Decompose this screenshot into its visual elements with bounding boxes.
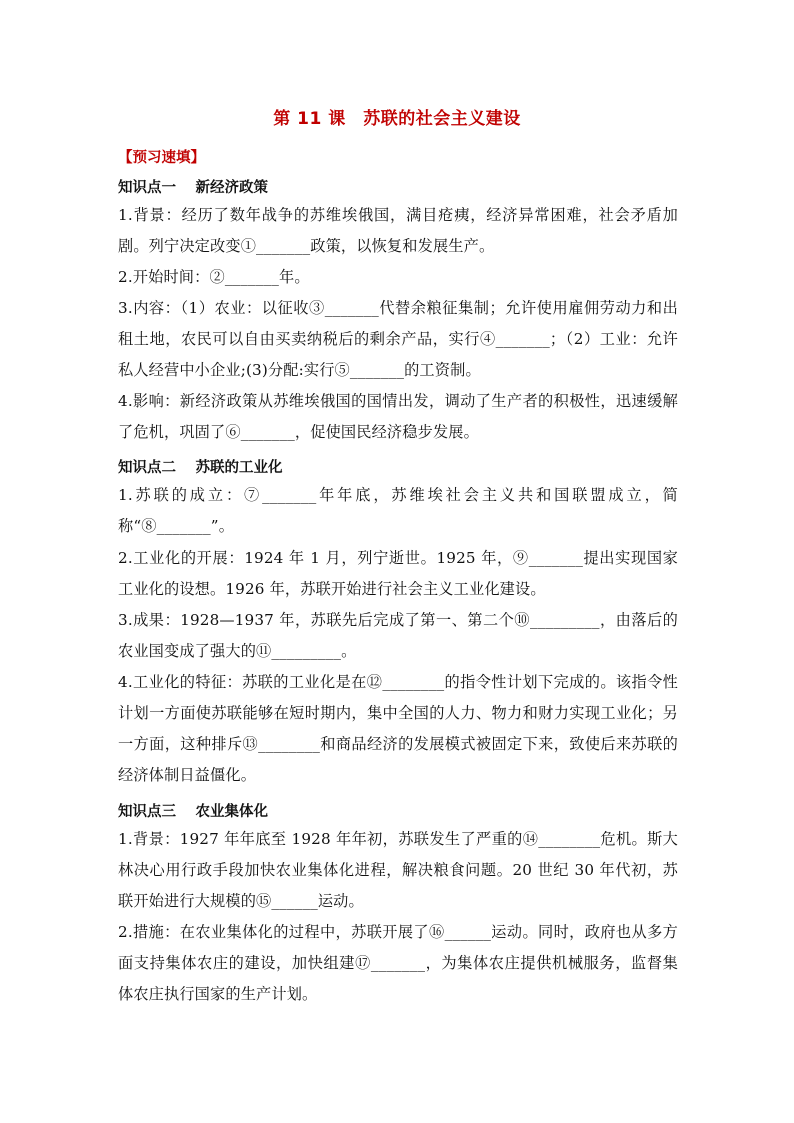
paragraph-1-1: 1.背景：经历了数年战争的苏维埃俄国，满目疮痍，经济异常困难，社会矛盾加剧。列宁决定改变①_______政策，以恢复和发展生产。	[118, 206, 678, 255]
paragraph-3-2: 2.措施：在农业集体化的过程中，苏联开展了⑯______运动。同时，政府也从多方面支持集体农庄的建设，加快组建⑰_______，为集体农庄提供机械服务，监督集体农庄执行国家的生产计划。	[118, 923, 678, 1003]
paragraph-1-4: 4.影响：新经济政策从苏维埃俄国的国情出发，调动了生产者的积极性，迅速缓解了危机，巩固了⑥_______，促使国民经济稳步发展。	[118, 392, 678, 441]
paragraph-2-3: 3.成果：1928—1937 年，苏联先后完成了第一、第二个⑩_________，由落后的农业国变成了强大的⑪_________。	[118, 611, 678, 660]
section-heading-1: 知识点一 新经济政策	[118, 180, 269, 196]
section-heading-2: 知识点二 苏联的工业化	[118, 460, 283, 476]
paragraph-1-3: 3.内容：（1）农业：以征收③_______代替余粮征集制；允许使用雇佣劳动力和出租土地，农民可以自由买卖纳税后的剩余产品，实行④_______；（2）工业：允许私人经营中小企业;(3)分配:实行⑤_______的工资制。	[118, 299, 678, 379]
paragraph-1-2: 2.开始时间：②_______年。	[118, 268, 310, 286]
paragraph-2-2: 2.工业化的开展：1924 年 1 月，列宁逝世。1925 年，⑨_______提出实现国家工业化的设想。1926 年，苏联开始进行社会主义工业化建设。	[118, 549, 678, 598]
paragraph-3-1: 1.背景：1927 年年底至 1928 年年初，苏联发生了严重的⑭________危机。斯大林决心用行政手段加快农业集体化进程，解决粮食问题。20 世纪 30 年代初，苏联开始进行大规模的⑮______运动。	[118, 830, 678, 910]
section-heading-3: 知识点三 农业集体化	[118, 804, 269, 820]
lesson-title: 第 11 课 苏联的社会主义建设	[273, 109, 521, 129]
paragraph-2-4: 4.工业化的特征：苏联的工业化是在⑫________的指令性计划下完成的。该指令性计划一方面使苏联能够在短时期内，集中全国的人力、物力和财力实现工业化；另一方面，这种排斥⑬________和商品经济的发展模式被固定下来，致使后来苏联的经济体制日益僵化。	[118, 673, 678, 784]
preview-tag: 【预习速填】	[118, 150, 205, 166]
paragraph-2-1: 1.苏联的成立：⑦_______年年底，苏维埃社会主义共和国联盟成立，简称“⑧_______”。	[118, 486, 678, 535]
